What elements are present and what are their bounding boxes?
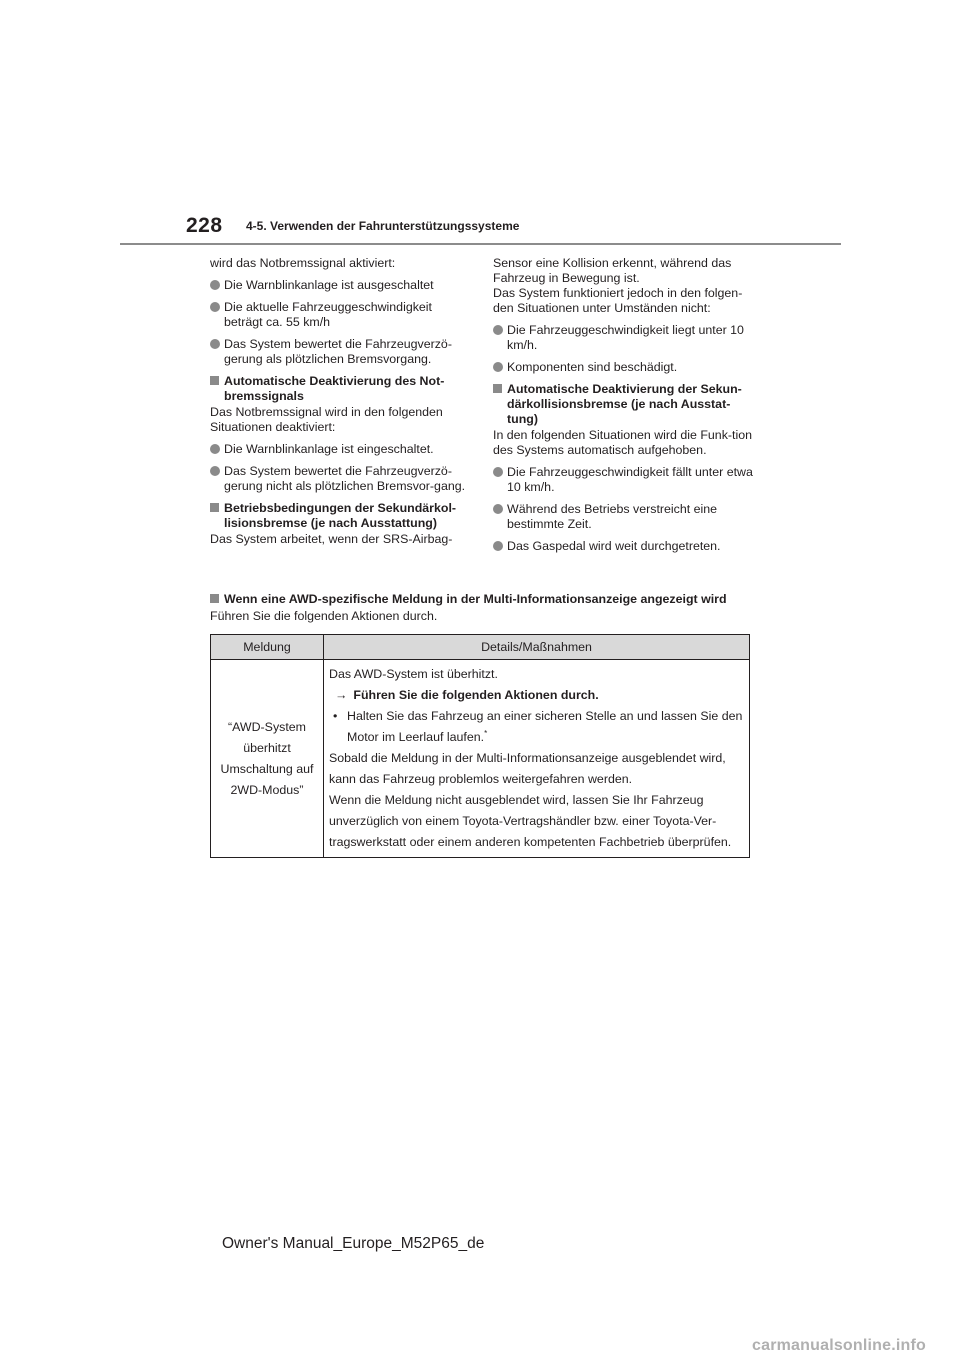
arrow-icon: → (335, 688, 348, 702)
list-item: Die aktuelle Fahrzeuggeschwindigkeit beträgt ca. 55 km/h (210, 300, 472, 330)
bullet-dot-icon (210, 339, 220, 349)
awd-message-table (210, 634, 750, 858)
awd-text: Führen Sie die folgenden Aktionen durch. (210, 609, 438, 623)
right-intro-2: Das System funktioniert jedoch in den folgen-den Situationen unter Umständen nicht: (493, 286, 743, 315)
left-intro: wird das Notbremssignal aktiviert: (210, 256, 396, 270)
bullet-dot-icon (493, 362, 503, 372)
watermark: carmanualsonline.info (752, 1337, 927, 1354)
bullet-dot-icon (210, 302, 220, 312)
bullet-dot-icon (210, 280, 220, 290)
details-paragraph: Wenn die Meldung nicht ausgeblendet wird, lassen Sie Ihr Fahrzeug unverzüglich von einem Toyota-Vertragshändler bzw. einer Toyota-Ver-tragswerkstatt oder einem anderen kompetenten Fachbetrieb überprüfen. (329, 793, 732, 849)
list-item: Die Warnblinkanlage ist eingeschaltet. (210, 442, 472, 457)
table-row (211, 660, 750, 858)
bullet-dot-icon (493, 467, 503, 477)
table-header-row (211, 635, 750, 660)
bullet-dot-icon (210, 444, 220, 454)
square-bullet-icon (210, 376, 219, 385)
list-item: Das System bewertet die Fahrzeugverzö-gerung nicht als plötzlichen Bremsvor-gang. (210, 464, 472, 494)
footnote-mark: * (484, 728, 488, 738)
manual-name: Owner's Manual_Europe_M52P65_de (222, 1235, 485, 1252)
page-number: 228 (186, 214, 223, 237)
square-bullet-icon (210, 503, 219, 512)
list-item: Die Fahrzeuggeschwindigkeit liegt unter 10 km/h. (493, 323, 755, 353)
right-intro: Sensor eine Kollision erkennt, während das Fahrzeug in Bewegung ist. (493, 256, 732, 285)
bullet-dot-icon (210, 466, 220, 476)
deactivation-heading: Automatische Deaktivierung des Not-bremssignals (210, 374, 472, 404)
message-line: Umschaltung auf (220, 761, 314, 776)
square-bullet-icon (493, 384, 502, 393)
deactivation-text: Das Notbremssignal wird in den folgenden Situationen deaktiviert: (210, 405, 443, 434)
awd-section (210, 592, 755, 631)
list-item: Komponenten sind beschädigt. (493, 360, 755, 375)
list-item: Während des Betriebs verstreicht eine bestimmte Zeit. (493, 502, 755, 532)
message-line: “AWD-System (227, 719, 306, 734)
section-title: 4-5. Verwenden der Fahrunterstützungssysteme (246, 219, 520, 233)
column-header-message: Meldung (211, 635, 324, 660)
column-header-details: Details/Maßnahmen (324, 635, 750, 660)
list-item: Die Fahrzeuggeschwindigkeit fällt unter etwa 10 km/h. (493, 465, 755, 495)
square-bullet-icon (210, 594, 219, 603)
header-divider (120, 243, 841, 245)
auto-deactivation-heading: Automatische Deaktivierung der Sekun-därkollisionsbremse (je nach Ausstat-tung) (493, 382, 755, 427)
action-line: → Führen Sie die folgenden Aktionen durch. (335, 688, 599, 702)
details-cell (324, 660, 750, 858)
details-paragraph: Sobald die Meldung in der Multi-Informationsanzeige ausgeblendet wird, kann das Fahrzeug problemlos weitergefahren werden. (329, 751, 726, 786)
action-bullet: • Halten Sie das Fahrzeug an einer sicheren Stelle an und lassen Sie den Motor im Leerlauf laufen.* (329, 706, 745, 748)
bullet-icon: • (333, 709, 338, 723)
message-line: überhitzt (243, 740, 291, 755)
list-item: Das Gaspedal wird weit durchgetreten. (493, 539, 755, 554)
left-column (210, 256, 472, 554)
bullet-dot-icon (493, 504, 503, 514)
list-item: Das System bewertet die Fahrzeugverzö-gerung als plötzlichen Bremsvorgang. (210, 337, 472, 367)
details-line: Das AWD-System ist überhitzt. (329, 667, 498, 681)
auto-deactivation-text: In den folgenden Situationen wird die Funk-tion des Systems automatisch aufgehoben. (493, 428, 752, 457)
message-cell (211, 660, 324, 858)
awd-heading: Wenn eine AWD-spezifische Meldung in der Multi-Informationsanzeige angezeigt wird (210, 592, 755, 607)
message-line: 2WD-Modus” (230, 782, 304, 797)
bullet-dot-icon (493, 325, 503, 335)
list-item: Die Warnblinkanlage ist ausgeschaltet (210, 278, 472, 293)
right-column (493, 256, 755, 561)
operating-heading: Betriebsbedingungen der Sekundärkol-lisionsbremse (je nach Ausstattung) (210, 501, 472, 531)
bullet-dot-icon (493, 541, 503, 551)
operating-text: Das System arbeitet, wenn der SRS-Airbag- (210, 532, 453, 546)
